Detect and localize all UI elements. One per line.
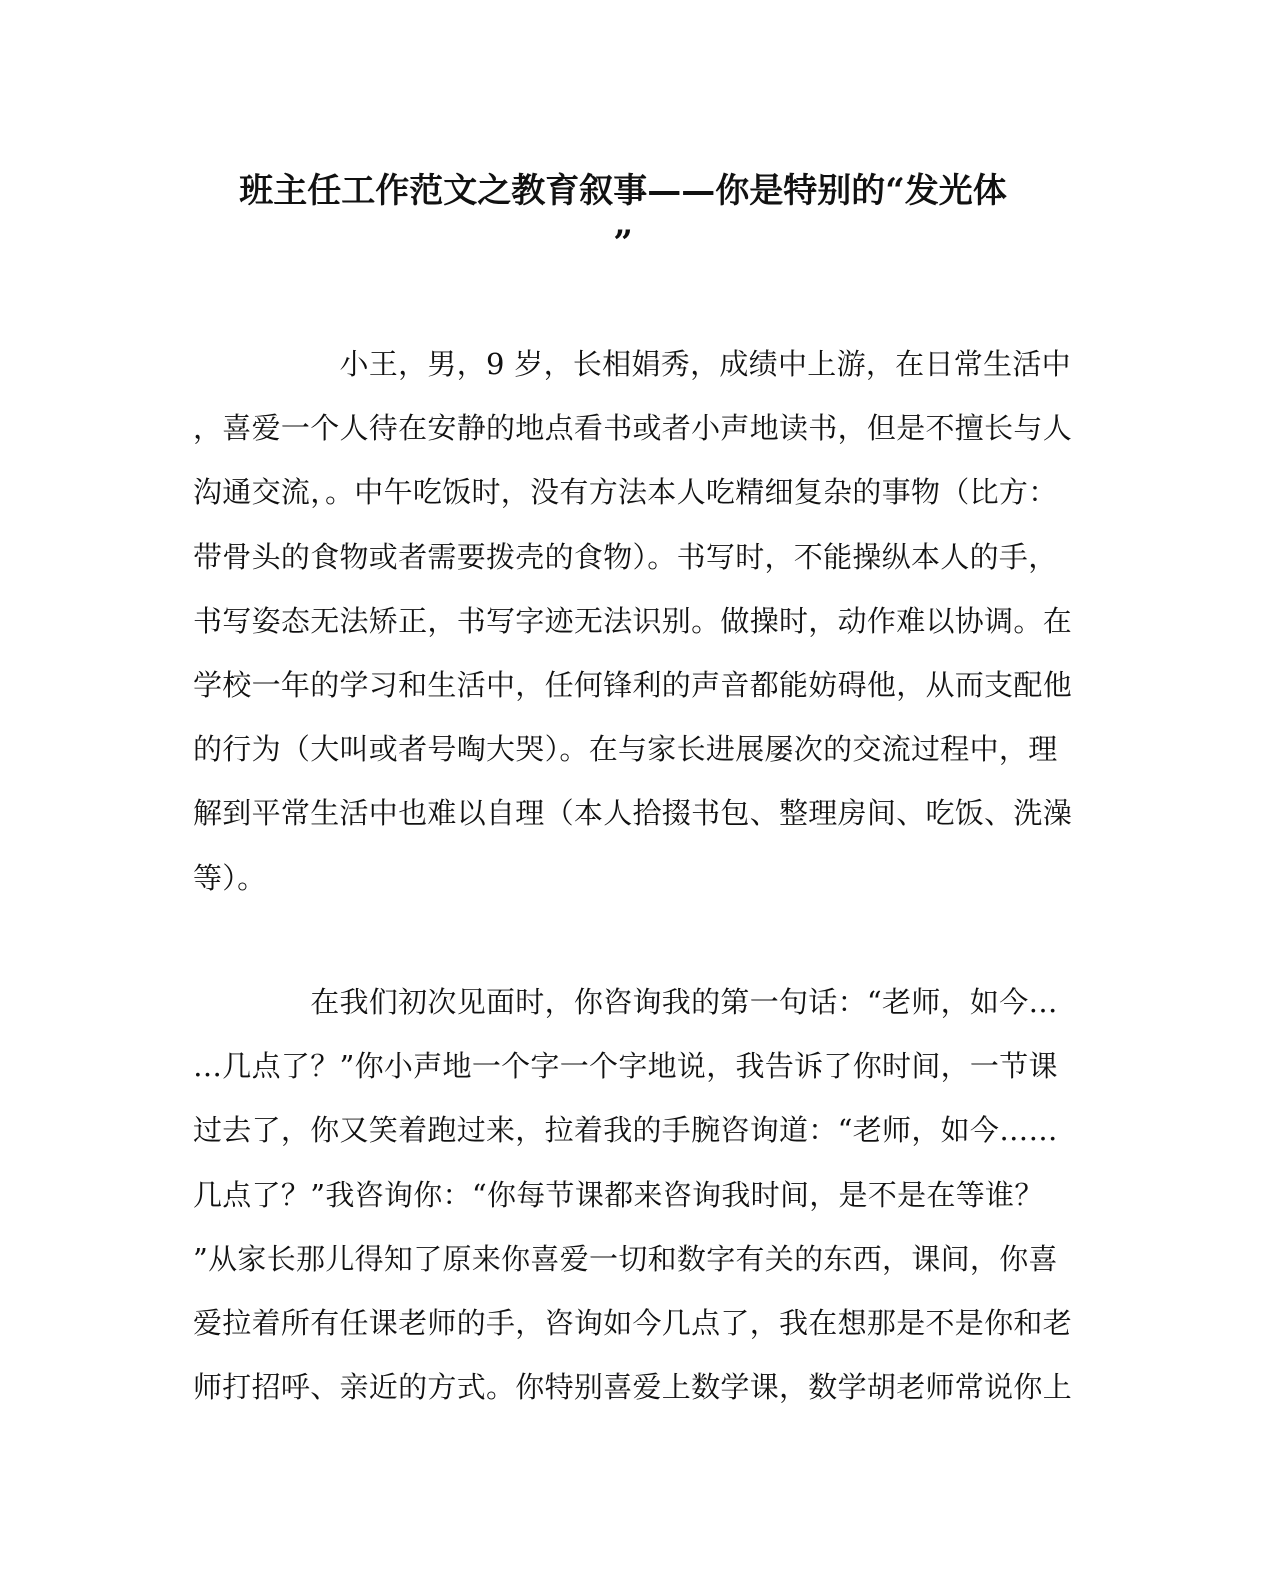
paragraph-line: 几点了？”我咨询你：“你每节课都来咨询我时间，是不是在等谁？: [193, 1177, 1044, 1212]
title-line-1: 班主任工作范文之教育叙事——你是特别的“发光体: [239, 171, 1007, 211]
paragraph-line: 在我们初次见面时，你咨询我的第一句话：“老师，如今…: [193, 985, 1058, 1019]
paragraph-line: ，喜爱一个人待在安静的地点看书或者小声地读书，但是不擅长与人: [193, 411, 1073, 446]
document-title: [193, 165, 1053, 269]
paragraph-line: 爱拉着所有任课老师的手，咨询如今几点了，我在想那是不是你和老: [193, 1305, 1073, 1340]
paragraph-line: 的行为（大叫或者号啕大哭）。在与家长进展屡次的交流过程中，理: [193, 732, 1058, 767]
paragraph-line: 师打招呼、亲近的方式。你特别喜爱上数学课，数学胡老师常说你上: [193, 1370, 1073, 1405]
paragraph-line: 过去了，你又笑着跑过来，拉着我的手腕咨询道：“老师，如今……: [193, 1113, 1058, 1148]
paragraph-line: 书写姿态无法矫正，书写字迹无法识别。做操时，动作难以协调。在: [193, 603, 1073, 638]
paragraph-line: ”从家长那儿得知了原来你喜爱一切和数字有关的东西，课间，你喜: [193, 1241, 1058, 1276]
paragraph-line: 小王，男，9 岁，长相娟秀，成绩中上游，在日常生活中: [193, 347, 1071, 381]
paragraph-line: 学校一年的学习和生活中，任何锋利的声音都能妨碍他，从而支配他: [193, 667, 1073, 702]
paragraph-line: …几点了？”你小声地一个字一个字地说，我告诉了你时间，一节课: [193, 1049, 1058, 1084]
title-line-2: ”: [613, 223, 633, 263]
paragraph-line: 沟通交流，。中午吃饭时，没有方法本人吃精细复杂的事物（比方：: [193, 475, 1058, 510]
paragraph-1: [193, 332, 1073, 910]
paragraph-line: 等）。: [193, 860, 267, 895]
paragraph-line: 解到平常生活中也难以自理（本人拾掇书包、整理房间、吃饭、洗澡: [193, 796, 1073, 831]
paragraph-line: 带骨头的食物或者需要拨壳的食物）。书写时，不能操纵本人的手，: [193, 539, 1058, 574]
paragraph-2: [193, 970, 1073, 1419]
